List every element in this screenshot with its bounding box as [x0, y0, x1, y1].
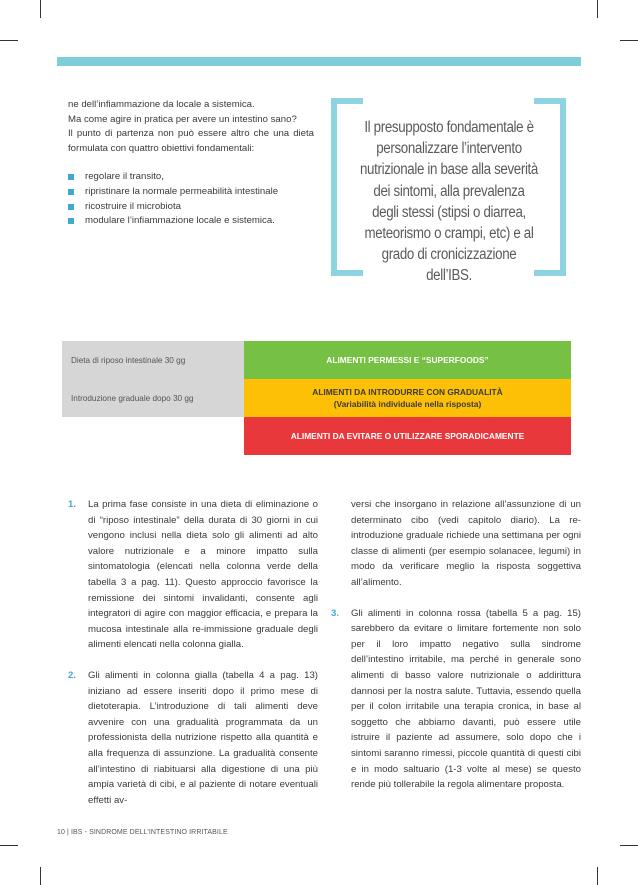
numbered-item: 3. Gli alimenti in colonna rossa (tabella 5 a pag. 15) sarebbero da evitare o limitare fortemente non solo per il loro impatto negativo sulla sindrome dell’intestino irritabile, ma perché in generale sono alimenti di basso valore nutrizionale o addirittura dannosi per la nostra salute. Tuttavia, essendo quella per il colon irritabile una terapia cronica, in base al soggetto che abbiamo davanti, può essere utile istruire il paziente ad assumere, solo dopo che i sintomi saranno rimessi, piccole quantità di questi cibi e in modo saltuario (1-3 volte al mese) se questo rende più tollerabile la regola alimentare proposta.	[331, 607, 581, 791]
left-column	[68, 497, 318, 823]
crop-mark	[40, 867, 41, 885]
bullet-square-icon	[68, 189, 74, 195]
list-item: ripristinare la normale permeabilità intestinale	[68, 185, 314, 200]
crop-mark	[597, 867, 598, 885]
crop-mark	[0, 845, 18, 846]
phase-red-cell: ALIMENTI DA EVITARE O UTILIZZARE SPORADICAMENTE	[244, 417, 571, 455]
bullet-square-icon	[68, 174, 74, 180]
item-number: 3.	[331, 607, 340, 619]
intro-paragraph: Il punto di partenza non può essere altro che una dieta formulata con quattro obiettivi fondamentali:	[68, 128, 314, 154]
page-footer: 10 | IBS - SINDROME DELL’INTESTINO IRRITABILE	[57, 829, 228, 836]
list-item: ricostruire il microbiota	[68, 200, 314, 215]
intro-paragraph: ne dell’infiammazione da locale a sistemica.	[68, 99, 255, 110]
goals-list	[68, 170, 314, 228]
crop-mark	[597, 0, 598, 18]
crop-mark	[620, 845, 638, 846]
phase-label: Dieta di riposo intestinale 30 gg	[62, 341, 244, 379]
header-bar	[57, 57, 581, 66]
bullet-square-icon	[68, 204, 74, 210]
list-item: modulare l’infiammazione locale e sistemica.	[68, 214, 314, 229]
crop-mark	[0, 40, 18, 41]
item-number: 2.	[68, 669, 77, 681]
numbered-item: 1. La prima fase consiste in una dieta di eliminazione o di “riposo intestinale” della durata di 30 giorni in cui vengono inclusi nella dieta solo gli alimenti ad alto valore nutrizionale e a minore impatto sulla sintomatologia (elencati nella colonna verde della tabella 3 a pag. 11). Questo approccio favorisce la remissione dei sintomi invalidanti, consente agli integratori di agire con maggior efficacia, e prepara la mucosa intestinale alla re-immissione graduale degli alimenti elencati nella colonna gialla.	[68, 499, 318, 651]
list-item: regolare il transito,	[68, 170, 314, 185]
phase-label: Introduzione graduale dopo 30 gg	[62, 379, 244, 417]
intro-text	[68, 98, 314, 229]
bullet-square-icon	[68, 218, 74, 224]
numbered-item-continued: versi che insorgano in relazione all’assunzione di un determinato cibo (vedi capitolo diario). La re-introduzione graduale richiede una settimana per ogni classe di alimenti (per esempio solanacee, legumi) in modo da verificare meglio la risposta soggettiva all’alimento.	[351, 499, 581, 588]
table-row	[62, 341, 571, 379]
right-column	[331, 497, 581, 808]
table-row	[62, 417, 571, 455]
crop-mark	[620, 40, 638, 41]
item-number: 1.	[68, 499, 77, 510]
phase-yellow-cell: ALIMENTI DA INTRODURRE CON GRADUALITÀ (Variabilità individuale nella risposta)	[244, 379, 571, 417]
numbered-item: 2. Gli alimenti in colonna gialla (tabella 4 a pag. 13) iniziano ad essere inseriti dopo il primo mese di dietoterapia. L’introduzione di tali alimenti deve avvenire con una gradualità programmata da un professionista della nutrizione rispetto alla quantità e alla frequenza di assunzione. La gradualità consente all’intestino di riabituarsi alla digestione di una più ampia varietà di cibi, e al paziente di notare eventuali effetti av-	[68, 669, 318, 806]
intro-paragraph: Ma come agire in pratica per avere un intestino sano?	[68, 113, 297, 125]
crop-mark	[40, 0, 41, 18]
pull-quote: Il presupposto fondamentale è personalizzare l’intervento nutrizionale in base alla severità dei sintomi, alla prevalenza degli stessi (stipsi o diarrea, meteorismo o crampi, etc) e al grado di cronicizzazione dell’IBS.	[359, 119, 538, 285]
table-row	[62, 379, 571, 417]
phase-green-cell: ALIMENTI PERMESSI E “SUPERFOODS”	[244, 341, 571, 379]
